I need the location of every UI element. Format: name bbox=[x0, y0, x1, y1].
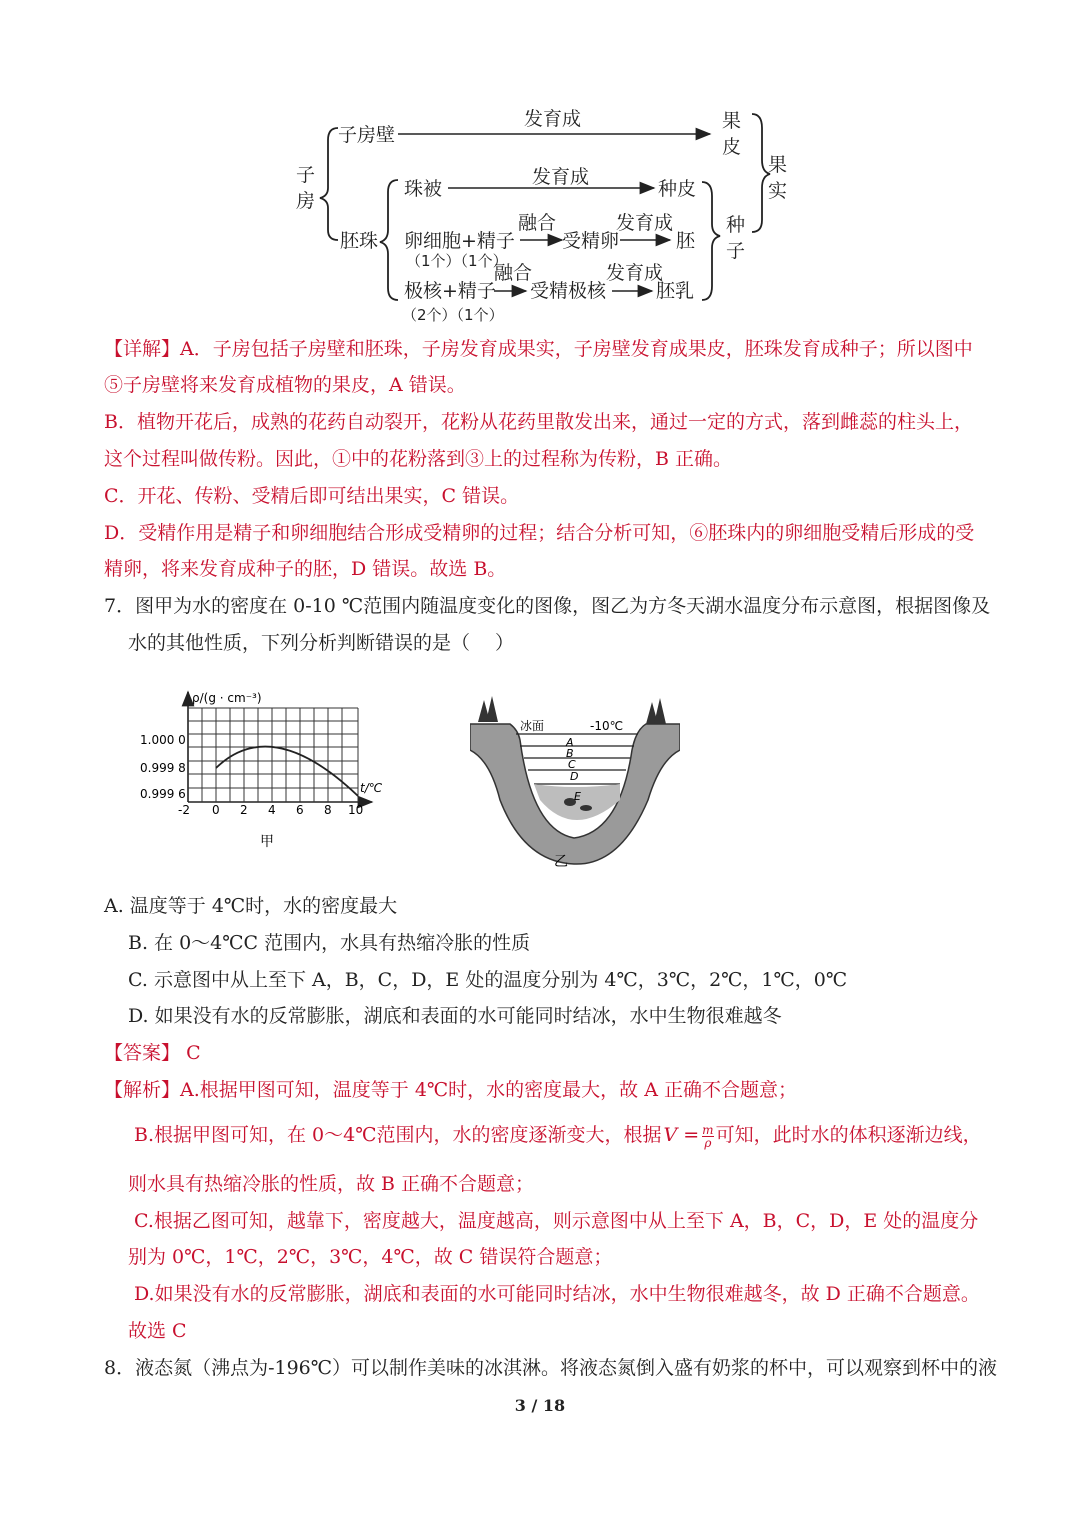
q7-stem-line2: 水的其他性质，下列分析判断错误的是（ ） bbox=[128, 632, 515, 654]
analysis-label: 【解析】 bbox=[104, 1079, 181, 1101]
analysis-line-b1 bbox=[134, 1122, 982, 1149]
temp-label: -10℃ bbox=[590, 719, 624, 733]
lake-svg bbox=[470, 690, 680, 870]
tree-left-icon bbox=[478, 696, 498, 722]
label-seed-coat: 种皮 bbox=[658, 178, 697, 200]
analysis-b1b: 可知，此时水的体积逐渐边线， bbox=[715, 1124, 982, 1146]
formula-v: V = bbox=[663, 1124, 700, 1146]
detail-line-b1: B．植物开花后，成熟的花药自动裂开，花粉从花药里散发出来，通过一定的方式，落到雌蕊的柱头上， bbox=[104, 411, 973, 433]
label-embryo: 胚 bbox=[676, 230, 696, 252]
analysis-line-d2: 故选 C bbox=[128, 1320, 187, 1342]
detail-line-a1 bbox=[104, 336, 973, 362]
xtick-2: 0 bbox=[212, 803, 220, 817]
answer-line bbox=[104, 1040, 201, 1066]
xtick-5: 6 bbox=[296, 803, 304, 817]
letter-d: D bbox=[570, 770, 579, 783]
formula-m: m bbox=[702, 1122, 714, 1137]
figure-lake-diagram bbox=[470, 690, 680, 870]
label-egg-sperm: 卵细胞+精子 bbox=[404, 230, 515, 252]
letter-a: A bbox=[566, 736, 574, 749]
figure-caption-a: 甲 bbox=[260, 834, 274, 850]
y-axis-label: ρ/(g · cm⁻³) bbox=[192, 691, 262, 705]
label-count-2: （2个）（1个） bbox=[402, 306, 504, 324]
detail-line-d2: 精卵，将来发育成种子的胚，D 错误。故选 B。 bbox=[104, 558, 507, 580]
ovary-brace bbox=[320, 128, 338, 240]
detail-a1-text: A．子房包括子房壁和胚珠，子房发育成果实，子房壁发育成果皮，胚珠发育成种子；所以图中 bbox=[180, 338, 973, 360]
ytick-1: 1.000 0 bbox=[140, 733, 186, 747]
label-develops-4: 发育成 bbox=[606, 262, 664, 284]
formula-p: ρ bbox=[704, 1135, 712, 1150]
q7-option-c: C. 示意图中从上至下 A，B，C，D，E 处的温度分别为 4℃，3℃，2℃，1℃，0℃ bbox=[128, 969, 848, 991]
xtick-3: 2 bbox=[240, 803, 248, 817]
label-fruit: 果 实 bbox=[768, 154, 788, 202]
q8-stem-line1: 8．液态氮（沸点为-196℃）可以制作美味的冰淇淋。将液态氮倒入盛有奶浆的杯中，可以观察到杯中的液 bbox=[104, 1357, 998, 1379]
seed-brace bbox=[702, 182, 720, 300]
grid bbox=[188, 708, 358, 802]
analysis-line-b2: 则水具有热缩冷胀的性质，故 B 正确不合题意； bbox=[128, 1173, 535, 1195]
label-integument: 珠被 bbox=[404, 178, 443, 200]
letter-c: C bbox=[568, 758, 576, 771]
label-zygote: 受精卵 bbox=[562, 230, 620, 252]
analysis-line-a bbox=[104, 1077, 797, 1103]
label-develops-3: 发育成 bbox=[616, 212, 674, 234]
figure-caption-b: 乙 bbox=[554, 854, 568, 870]
label-fert-polar: 受精极核 bbox=[530, 280, 607, 302]
fish-icon-2 bbox=[580, 805, 592, 811]
q7-option-b: B. 在 0～4℃C 范围内，水具有热缩冷胀的性质 bbox=[128, 932, 531, 954]
xtick-6: 8 bbox=[324, 803, 332, 817]
analysis-line-d1: D.如果没有水的反常膨胀，湖底和表面的水可能同时结冰，水中生物很难越冬，故 D 正确不合题意。 bbox=[134, 1283, 980, 1305]
ice-label: 冰面 bbox=[520, 719, 545, 733]
label-fuse-1: 融合 bbox=[518, 212, 557, 234]
q7-stem-line1: 7．图甲为水的密度在 0-10 ℃范围内随温度变化的图像，图乙为方冬天湖水温度分布示意图，根据图像及 bbox=[104, 595, 991, 617]
fruit-development-diagram bbox=[290, 100, 810, 330]
xtick-1: -2 bbox=[178, 803, 190, 817]
detail-line-d1: D．受精作用是精子和卵细胞结合形成受精卵的过程；结合分析可知，⑥胚珠内的卵细胞受精后形成的受 bbox=[104, 522, 975, 544]
letter-b: B bbox=[566, 747, 574, 760]
figure-density-graph bbox=[140, 684, 400, 854]
analysis-line-c1: C.根据乙图可知，越靠下，密度越大，温度越高，则示意图中从上至下 A，B，C，D，E 处的温度分 bbox=[134, 1210, 979, 1232]
page-number: 3 / 18 bbox=[514, 1396, 566, 1415]
detail-line-a2: ⑤子房壁将来发育成植物的果皮，A 错误。 bbox=[104, 374, 466, 396]
ytick-2: 0.999 8 bbox=[140, 761, 186, 775]
label-endosperm: 胚乳 bbox=[656, 280, 695, 302]
answer-value: C bbox=[186, 1042, 201, 1064]
density-curve bbox=[216, 747, 358, 796]
label-develops-1: 发育成 bbox=[524, 108, 582, 130]
xtick-7: 10 bbox=[348, 803, 364, 817]
label-polar-sperm: 极核+精子 bbox=[404, 280, 496, 302]
letter-e: E bbox=[574, 790, 581, 803]
label-ovary: 子 房 bbox=[296, 164, 316, 212]
density-graph-svg bbox=[140, 684, 400, 854]
label-pericarp: 果 皮 bbox=[722, 110, 742, 158]
xtick-4: 4 bbox=[268, 803, 276, 817]
answer-label: 【答案】 bbox=[104, 1042, 181, 1064]
label-ovary-wall: 子房壁 bbox=[338, 124, 396, 146]
label-develops-2: 发育成 bbox=[532, 166, 590, 188]
label-fuse-2: 融合 bbox=[494, 262, 533, 284]
x-axis-label: t/℃ bbox=[360, 781, 383, 795]
tree-right-icon bbox=[646, 698, 666, 724]
label-seed: 种 子 bbox=[726, 214, 746, 262]
analysis-a-text: A.根据甲图可知，温度等于 4℃时，水的密度最大，故 A 正确不合题意； bbox=[180, 1079, 797, 1101]
q7-option-d: D. 如果没有水的反常膨胀，湖底和表面的水可能同时结冰，水中生物很难越冬 bbox=[128, 1005, 782, 1027]
detail-line-c1: C．开花、传粉、受精后即可结出果实，C 错误。 bbox=[104, 485, 520, 507]
analysis-line-c2: 别为 0℃，1℃，2℃，3℃，4℃，故 C 错误符合题意； bbox=[128, 1246, 613, 1268]
formula bbox=[663, 1122, 713, 1149]
analysis-b1a: B.根据甲图可知，在 0～4℃范围内，水的密度逐渐变大，根据 bbox=[134, 1124, 662, 1146]
ytick-3: 0.999 6 bbox=[140, 787, 186, 801]
formula-fraction bbox=[702, 1124, 713, 1149]
label-count-1: （1个）（1个） bbox=[406, 252, 508, 270]
detail-line-b2: 这个过程叫做传粉。因此，①中的花粉落到③上的过程称为传粉，B 正确。 bbox=[104, 448, 733, 470]
detail-label: 【详解】 bbox=[104, 338, 181, 360]
ovule-brace bbox=[380, 180, 398, 300]
label-ovule: 胚珠 bbox=[340, 230, 379, 252]
q7-option-a: A. 温度等于 4℃时，水的密度最大 bbox=[104, 895, 398, 917]
